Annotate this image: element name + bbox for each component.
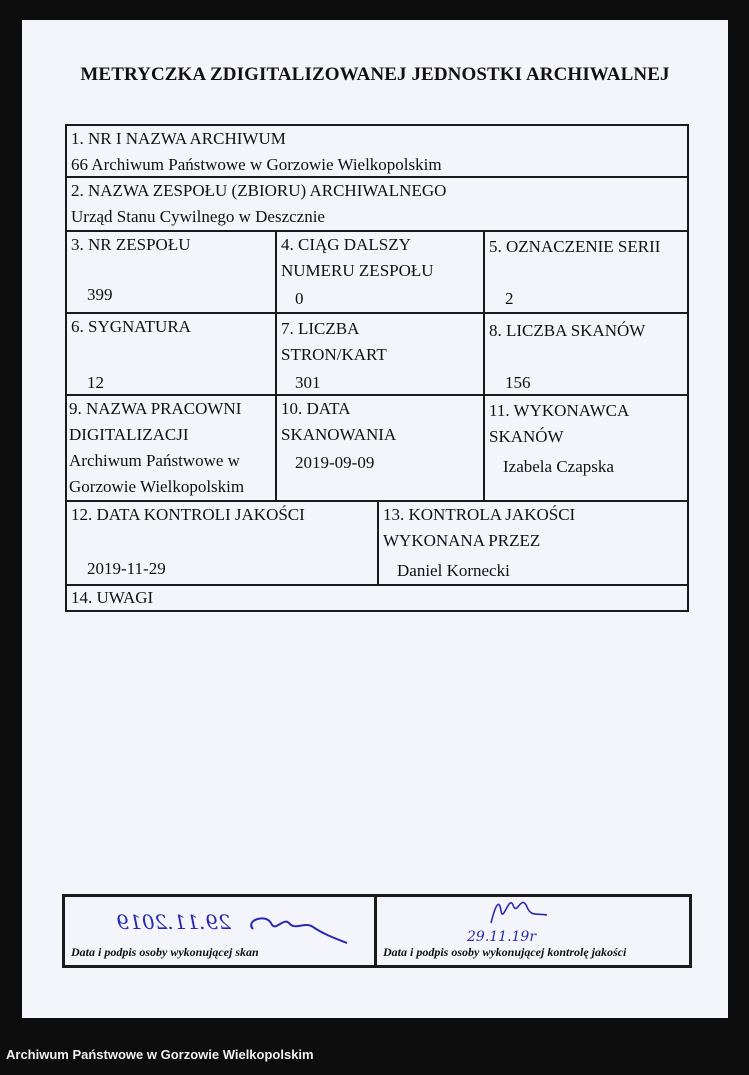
- field-series-value: 2: [505, 289, 514, 308]
- field-notes: [67, 586, 687, 610]
- field-archive: [67, 126, 687, 178]
- qc-signature-label: Data i podpis osoby wykonującej kontrolę jakości: [383, 945, 627, 959]
- field-fonds-name: [67, 178, 687, 232]
- field-digitization-lab-label-1: 9. NAZWA PRACOWNI: [69, 399, 242, 418]
- signature-box: [62, 894, 692, 968]
- field-qc-date-value: 2019-11-29: [87, 559, 166, 578]
- field-scan-count: [485, 314, 687, 396]
- field-signature-value: 12: [87, 373, 104, 392]
- field-digitization-lab: [67, 396, 277, 502]
- svg-text:29.11.2019: 29.11.2019: [116, 910, 231, 934]
- scan-signature-cell: [65, 897, 377, 965]
- field-scan-date-label-2: SKANOWANIA: [281, 425, 397, 444]
- svg-text:29.11.19r: 29.11.19r: [467, 929, 537, 943]
- field-series-label: 5. OZNACZENIE SERII: [489, 237, 661, 256]
- qc-signature-icon: [447, 883, 627, 943]
- field-page-count-label-1: 7. LICZBA: [281, 319, 360, 338]
- field-digitization-lab-label-2: DIGITALIZACJI: [69, 425, 189, 444]
- field-fonds-name-label: 2. NAZWA ZESPOŁU (ZBIORU) ARCHIWALNEGO: [71, 181, 447, 200]
- field-scan-date-label-1: 10. DATA: [281, 399, 351, 418]
- document-page: [22, 20, 728, 1018]
- archive-footer: Archiwum Państwowe w Gorzowie Wielkopolskim: [6, 1047, 314, 1062]
- field-archive-label: 1. NR I NAZWA ARCHIWUM: [71, 129, 286, 148]
- field-fonds-continuation-label-1: 4. CIĄG DALSZY: [281, 235, 411, 254]
- field-fonds-continuation-label-2: NUMERU ZESPOŁU: [281, 261, 434, 280]
- field-fonds-number: [67, 232, 277, 314]
- field-qc-operator-value: Daniel Kornecki: [397, 561, 510, 580]
- field-page-count-label-2: STRON/KART: [281, 345, 387, 364]
- field-qc-date: [67, 502, 379, 586]
- scan-signature-icon: [75, 899, 375, 949]
- field-fonds-number-label: 3. NR ZESPOŁU: [71, 235, 191, 254]
- field-fonds-continuation: [277, 232, 485, 314]
- field-scan-count-value: 156: [505, 373, 531, 392]
- field-archive-value: 66 Archiwum Państwowe w Gorzowie Wielkopolskim: [71, 155, 442, 174]
- field-fonds-number-value: 399: [87, 285, 113, 304]
- field-scan-operator-value: Izabela Czapska: [503, 457, 614, 476]
- page-title: METRYCZKA ZDIGITALIZOWANEJ JEDNOSTKI ARCHIWALNEJ: [80, 64, 670, 85]
- field-signature-label: 6. SYGNATURA: [71, 317, 191, 336]
- field-fonds-continuation-value: 0: [295, 289, 304, 308]
- field-qc-operator-label-2: WYKONANA PRZEZ: [383, 531, 541, 550]
- field-page-count-value: 301: [295, 373, 321, 392]
- qc-signature-cell: [377, 897, 689, 965]
- field-qc-operator-label-1: 13. KONTROLA JAKOŚCI: [383, 505, 576, 524]
- field-page-count: [277, 314, 485, 396]
- metadata-form: [65, 124, 689, 612]
- field-fonds-name-value: Urząd Stanu Cywilnego w Deszcznie: [71, 207, 325, 226]
- field-series: [485, 232, 687, 314]
- field-scan-operator: [485, 396, 687, 502]
- field-scan-date: [277, 396, 485, 502]
- field-scan-operator-label-2: SKANÓW: [489, 427, 564, 446]
- scan-signature-label: Data i podpis osoby wykonującej skan: [71, 945, 259, 959]
- field-digitization-lab-value-1: Archiwum Państwowe w: [69, 451, 240, 470]
- field-digitization-lab-value-2: Gorzowie Wielkopolskim: [69, 477, 245, 496]
- field-notes-label: 14. UWAGI: [71, 588, 154, 607]
- field-scan-operator-label-1: 11. WYKONAWCA: [489, 401, 630, 420]
- field-qc-date-label: 12. DATA KONTROLI JAKOŚCI: [71, 505, 305, 524]
- field-scan-date-value: 2019-09-09: [295, 453, 375, 472]
- field-qc-operator: [379, 502, 687, 586]
- field-scan-count-label: 8. LICZBA SKANÓW: [489, 321, 646, 340]
- field-signature: [67, 314, 277, 396]
